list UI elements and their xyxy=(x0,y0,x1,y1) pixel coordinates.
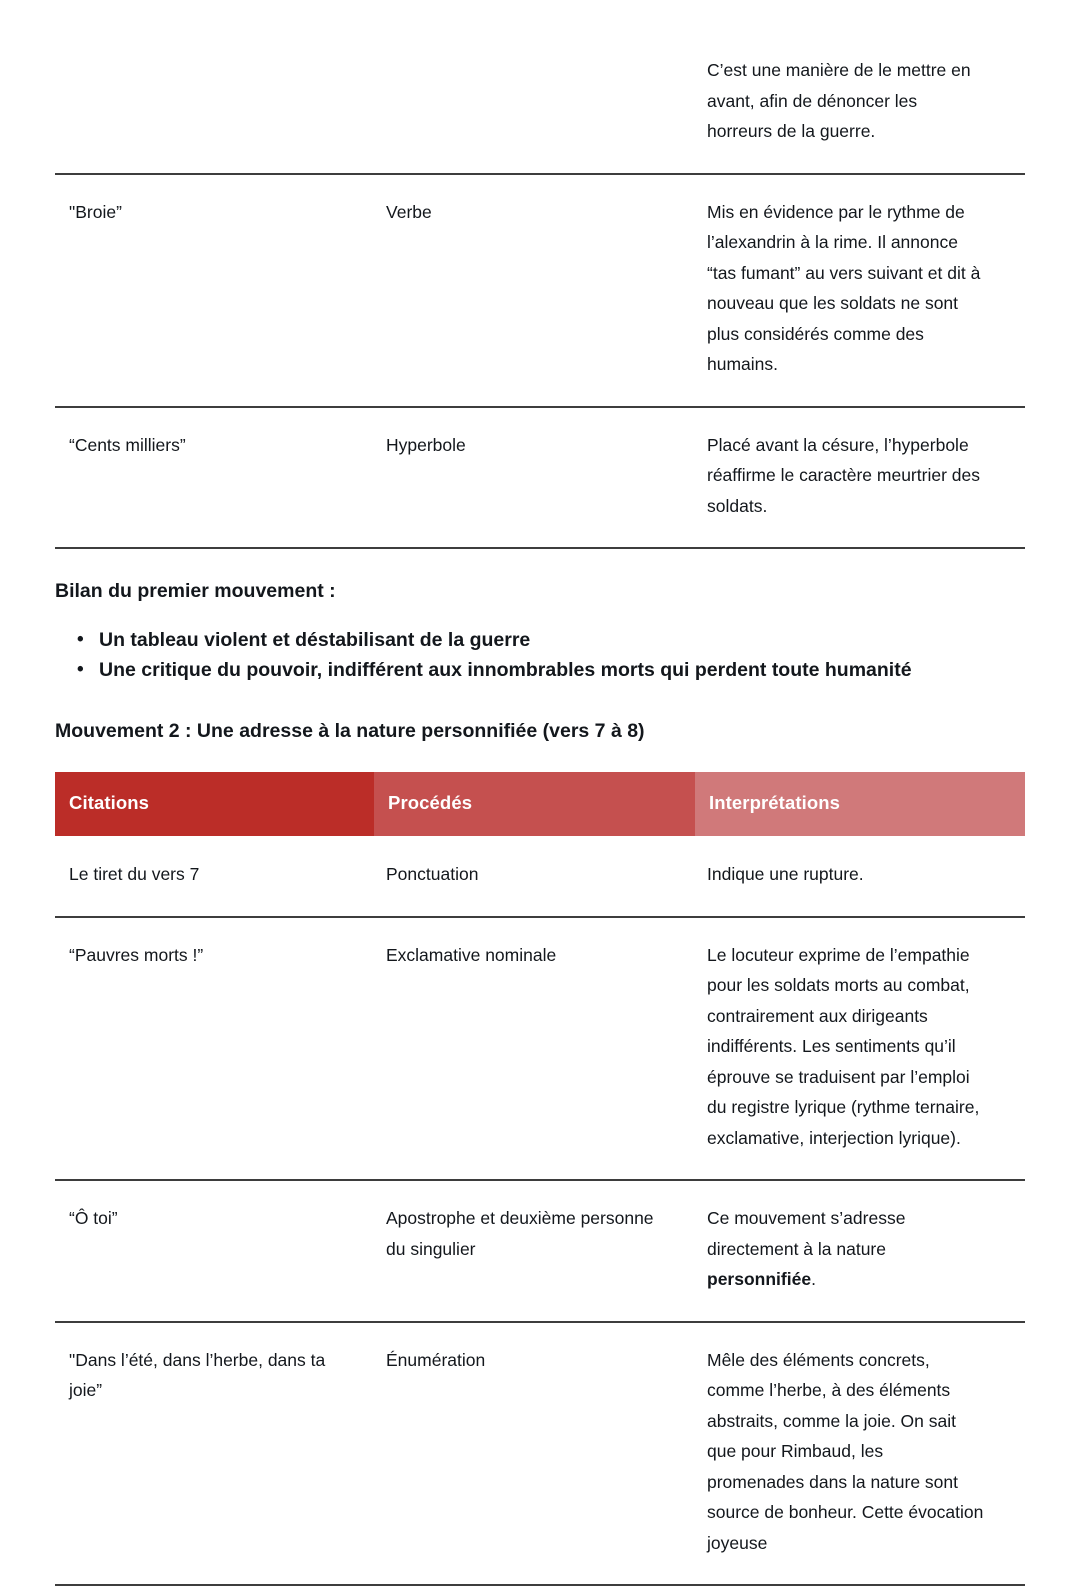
mouvement-2-heading: Mouvement 2 : Une adresse à la nature personnifiée (vers 7 à 8) xyxy=(55,720,645,742)
cell-interpretation xyxy=(695,1180,1025,1322)
cell-citation: “Cents milliers” xyxy=(55,407,374,549)
cell-citation: Le tiret du vers 7 xyxy=(55,836,374,917)
interpretation-text-suffix: . xyxy=(811,1269,816,1289)
table-row xyxy=(55,174,1025,407)
table-row xyxy=(55,407,1025,549)
cell-procede: Verbe xyxy=(374,174,695,407)
bilan-bullet-list xyxy=(55,626,1025,685)
table-header-row xyxy=(55,772,1025,836)
table-mouvement-2 xyxy=(55,772,1025,1586)
cell-procede xyxy=(374,0,695,174)
list-item: • Une critique du pouvoir, indifférent aux innombrables morts qui perdent toute humanité xyxy=(99,656,1025,685)
column-header-interpretations: Interprétations xyxy=(695,772,1025,836)
column-header-citations: Citations xyxy=(55,772,374,836)
table-row xyxy=(55,836,1025,917)
cell-interpretation: Le locuteur exprime de l’empathie pour les soldats morts au combat, contrairement aux dirigeants indifférents. Les sentiments qu’il éprouve se traduisent par l’emploi du registre lyrique (rythme ternaire, exclamative, interjection lyrique). xyxy=(695,917,1025,1181)
cell-interpretation: Placé avant la césure, l’hyperbole réaffirme le caractère meurtrier des soldats. xyxy=(695,407,1025,549)
cell-procede: Ponctuation xyxy=(374,836,695,917)
table-mouvement-1-continued xyxy=(55,0,1025,549)
column-header-procedes: Procédés xyxy=(374,772,695,836)
interpretation-text-prefix: Ce mouvement s’adresse directement à la nature xyxy=(707,1208,906,1259)
cell-interpretation: Indique une rupture. xyxy=(695,836,1025,917)
cell-procede: Exclamative nominale xyxy=(374,917,695,1181)
table-row xyxy=(55,0,1025,174)
cell-citation: "Dans l’été, dans l’herbe, dans ta joie” xyxy=(55,1322,374,1586)
table-row xyxy=(55,917,1025,1181)
cell-citation: “Pauvres morts !” xyxy=(55,917,374,1181)
cell-interpretation: Mis en évidence par le rythme de l’alexandrin à la rime. Il annonce “tas fumant” au vers suivant et dit à nouveau que les soldats ne sont plus considérés comme des humains. xyxy=(695,174,1025,407)
cell-citation: “Ô toi” xyxy=(55,1180,374,1322)
bilan-heading: Bilan du premier mouvement : xyxy=(55,580,336,602)
cell-procede: Apostrophe et deuxième personne du singulier xyxy=(374,1180,695,1322)
list-item: • Un tableau violent et déstabilisant de la guerre xyxy=(99,626,1025,655)
cell-citation xyxy=(55,0,374,174)
cell-procede: Hyperbole xyxy=(374,407,695,549)
interpretation-text-emphasis: personnifiée xyxy=(707,1269,812,1289)
table-row xyxy=(55,1180,1025,1322)
cell-procede: Énumération xyxy=(374,1322,695,1586)
cell-interpretation: Mêle des éléments concrets, comme l’herbe, à des éléments abstraits, comme la joie. On sait que pour Rimbaud, les promenades dans la nature sont source de bonheur. Cette évocation joyeuse xyxy=(695,1322,1025,1586)
cell-citation: "Broie” xyxy=(55,174,374,407)
cell-interpretation: C’est une manière de le mettre en avant, afin de dénoncer les horreurs de la guerre. xyxy=(695,0,1025,174)
table-row xyxy=(55,1322,1025,1586)
